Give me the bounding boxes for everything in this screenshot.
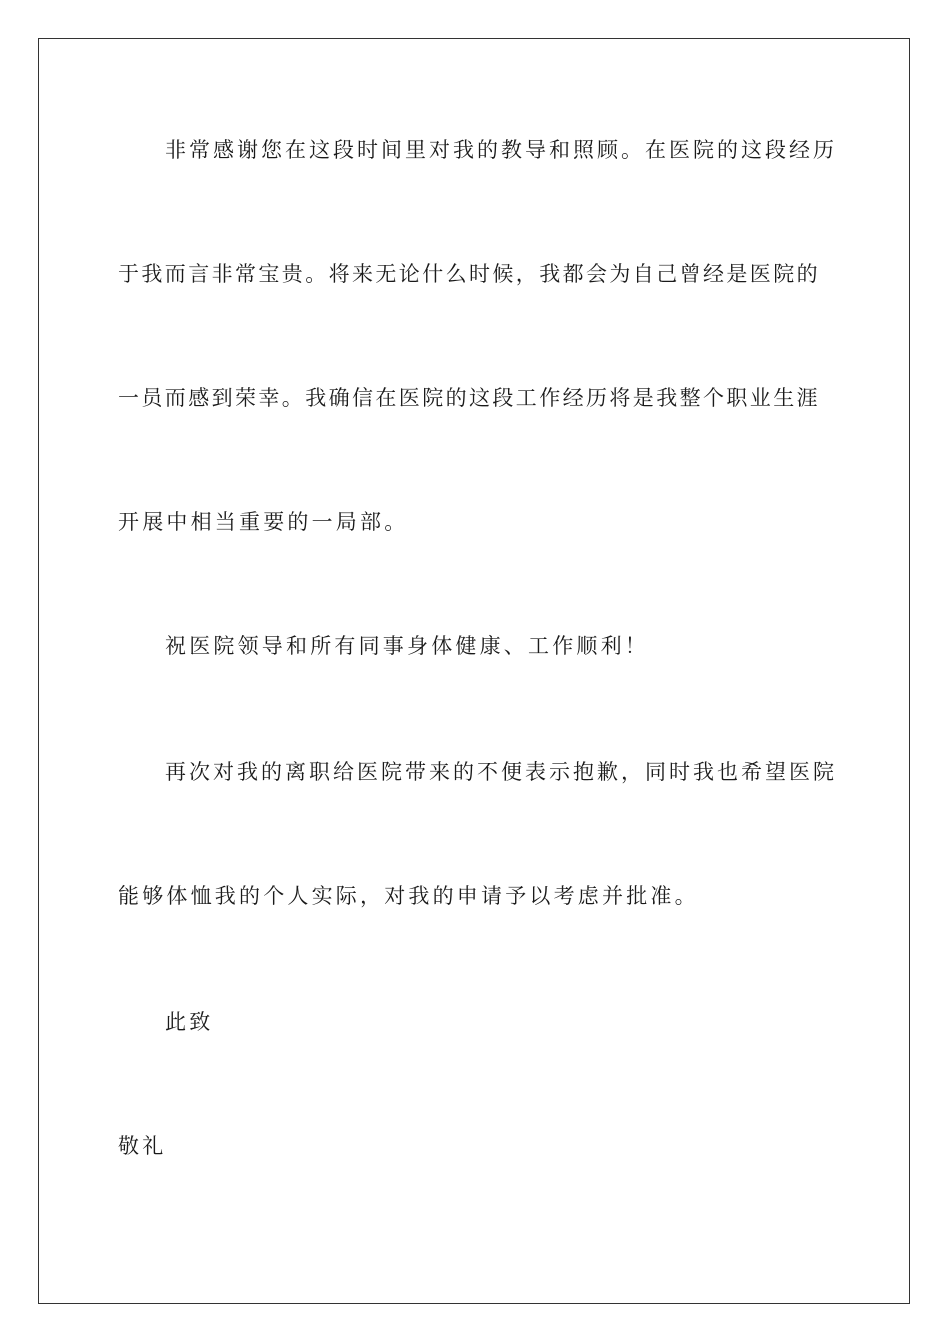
- paragraph-1-line-3: 一员而感到荣幸。我确信在医院的这段工作经历将是我整个职业生涯: [118, 386, 820, 410]
- paragraph-2-line-1: 祝医院领导和所有同事身体健康、工作顺利！: [165, 634, 649, 658]
- closing-regards: 敬礼: [118, 1134, 167, 1158]
- paragraph-3-line-1: 再次对我的离职给医院带来的不便表示抱歉，同时我也希望医院: [165, 760, 837, 784]
- paragraph-1-line-4: 开展中相当重要的一局部。: [118, 510, 409, 534]
- paragraph-3-line-2: 能够体恤我的个人实际，对我的申请予以考虑并批准。: [118, 884, 699, 908]
- paragraph-1-line-1: 非常感谢您在这段时间里对我的教导和照顾。在医院的这段经历: [165, 138, 837, 162]
- paragraph-1-line-2: 于我而言非常宝贵。将来无论什么时候，我都会为自己曾经是医院的: [118, 262, 820, 286]
- closing-salutation: 此致: [165, 1010, 214, 1034]
- page-frame: [38, 38, 910, 1304]
